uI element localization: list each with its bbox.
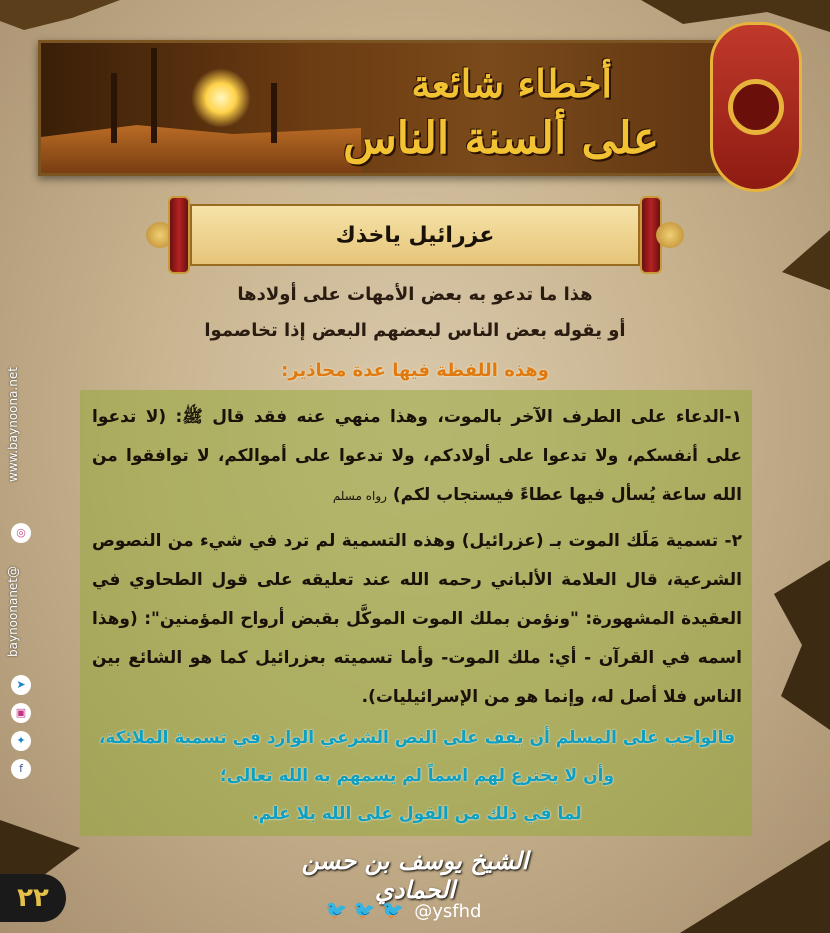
logo-ring-icon (728, 79, 784, 135)
torn-paper-decoration (0, 0, 120, 30)
torn-paper-decoration (770, 230, 830, 290)
point-2 (92, 522, 742, 717)
instagram-icon[interactable]: ▣ (11, 703, 31, 723)
point-1-reference: رواه مسلم (332, 489, 387, 503)
scroll-title: عزرائيل ياخذك (335, 222, 495, 248)
closing-line-1: فالواجب على المسلم أن يقف على النص الشرعي الوارد في تسمية الملائكة، (98, 728, 736, 748)
page-number: ٢٢ (0, 874, 66, 922)
website-link[interactable]: www.baynoona.net (6, 367, 20, 483)
twitter-icon[interactable]: ✦ (11, 731, 31, 751)
facebook-icon[interactable]: f (11, 759, 31, 779)
scroll-paper (190, 204, 640, 266)
telegram-icon[interactable]: ➤ (11, 675, 31, 695)
scroll-knob-icon (656, 222, 684, 248)
closing-line-2: وأن لا يخترع لهم اسماً لم يسمهم به الله تعالى؛ (219, 766, 615, 786)
point-1-text: ١-الدعاء على الطرف الآخر بالموت، وهذا منهي عنه فقد قال ﷺ: (لا تدعوا على أنفسكم، ولا تدعوا على أولادكم، ولا تدعوا على أموالكم، لا توافقوا من الله ساعة يُسأل فيها عطاءً فيستجاب لكم) (92, 407, 742, 505)
twitter-handle[interactable]: @ysfhd (414, 900, 482, 922)
twitter-icon[interactable]: 🐦 (381, 900, 405, 921)
header-title-line1: أخطاء شائعة (411, 61, 612, 106)
twitter-icon[interactable]: 🐦 (325, 900, 348, 921)
sun-illustration (191, 68, 251, 128)
tree-illustration (151, 48, 157, 143)
scroll-title-banner (146, 196, 684, 274)
brand-icon: ◎ (11, 523, 31, 543)
point-1 (92, 398, 742, 516)
tree-illustration (111, 73, 117, 143)
intro-line-3: وهذه اللفظة فيها عدة محاذير: (281, 360, 549, 381)
intro-line-2: أو يقوله بعض الناس لبعضهم البعض إذا تخاصموا (204, 320, 626, 341)
intro-line-1: هذا ما تدعو به بعض الأمهات على أولادها (237, 284, 593, 305)
author-signature: الشيخ يوسف بن حسن الحمادي (301, 846, 529, 904)
torn-paper-decoration (760, 560, 830, 730)
closing-line-3: لما في ذلك من القول على الله بلا علم. (252, 804, 582, 824)
torn-paper-decoration (680, 840, 830, 933)
twitter-handle-row (325, 898, 515, 924)
header-banner (38, 40, 790, 176)
account-handle[interactable]: @baynoonanet (6, 565, 20, 657)
left-sidebar (6, 355, 36, 775)
twitter-icon[interactable]: 🐦 (353, 900, 376, 921)
header-title-line2: على ألسنة الناس (343, 113, 659, 164)
point-2-text: ٢- تسمية مَلَك الموت بـ (عزرائيل) وهذه التسمية لم ترد في شيء من النصوص الشرعية، قال العلامة الألباني رحمه الله عند تعليقه على قول الطحاوي في العقيدة المشهورة: "ونؤمن بملك الموت الموكَّل بقبض أرواح المؤمنين": (وهذا اسمه في القرآن - أي: ملك الموت- وأما تسميته بعزرائيل كما هو الشائع بين الناس فلا أصل له، وإنما هو من الإسرائيليات). (92, 531, 742, 707)
desert-illustration (41, 113, 361, 173)
tree-illustration (271, 83, 277, 143)
baynoona-logo (710, 22, 802, 192)
scroll-rod-icon (168, 196, 190, 274)
